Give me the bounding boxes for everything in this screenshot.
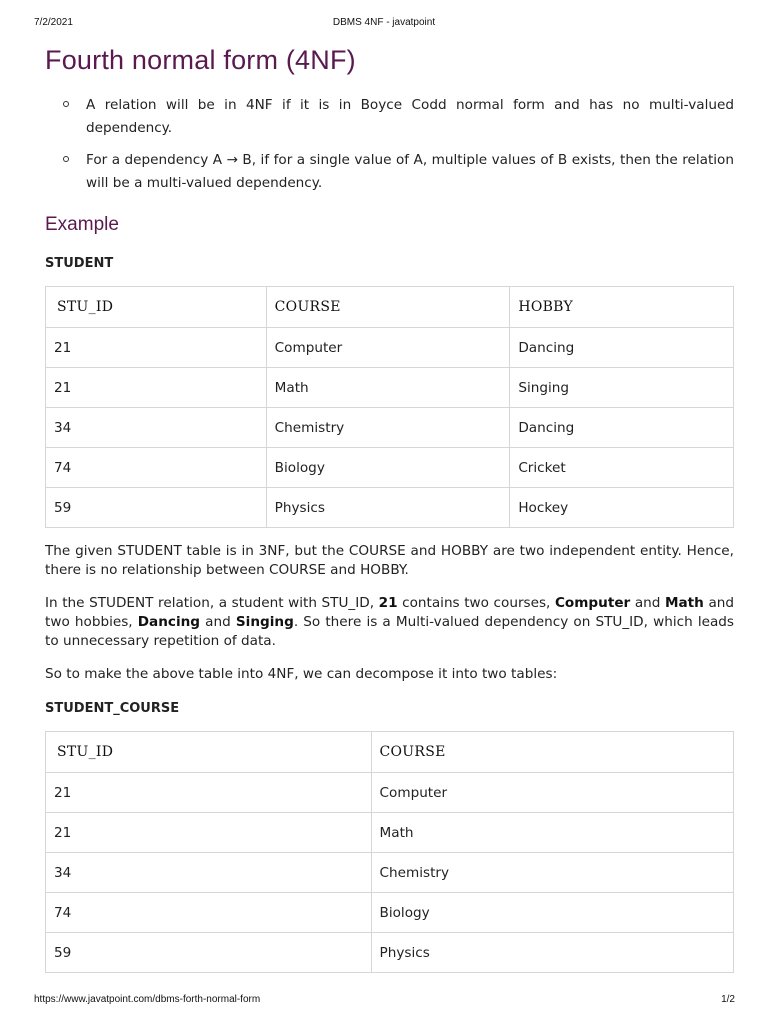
page-title: Fourth normal form (4NF) [45, 45, 356, 75]
table-row [46, 933, 734, 973]
table-row [46, 853, 734, 893]
cell-stu-id: 21 [46, 328, 267, 368]
cell-hobby: Cricket [510, 448, 734, 488]
cell-course: Math [266, 368, 510, 408]
cell-course: Math [371, 813, 733, 853]
cell-course: Biology [371, 893, 733, 933]
decompose-paragraph: So to make the above table into 4NF, we can decompose it into two tables: [45, 666, 558, 682]
table-row [46, 773, 734, 813]
page-url: https://www.javatpoint.com/dbms-forth-normal-form [34, 994, 261, 1005]
cell-course: Physics [266, 488, 510, 528]
table-row [46, 893, 734, 933]
cell-course: Chemistry [266, 408, 510, 448]
text-run: contains two courses, [397, 595, 555, 611]
definition-list [45, 94, 734, 195]
print-footer [0, 994, 768, 1008]
cell-hobby: Singing [510, 368, 734, 408]
cell-hobby: Hockey [510, 488, 734, 528]
cell-stu-id: 34 [46, 853, 372, 893]
article-content [45, 38, 734, 973]
cell-stu-id: 74 [46, 448, 267, 488]
multivalued-paragraph [45, 594, 734, 651]
column-header-course: COURSE [266, 287, 510, 328]
text-run: In the STUDENT relation, a student with STU_ID, [45, 595, 379, 611]
definition-item [45, 149, 734, 195]
cell-stu-id: 21 [46, 773, 372, 813]
bold-stu-id: 21 [378, 595, 398, 611]
table-row [46, 408, 734, 448]
cell-stu-id: 21 [46, 813, 372, 853]
cell-hobby: Dancing [510, 328, 734, 368]
student-course-table-label: STUDENT_COURSE [45, 701, 180, 716]
table-row [46, 368, 734, 408]
cell-stu-id: 59 [46, 488, 267, 528]
student-table-label: STUDENT [45, 256, 114, 271]
example-heading: Example [45, 214, 119, 235]
cell-stu-id: 59 [46, 933, 372, 973]
explanation-paragraph: The given STUDENT table is in 3NF, but the COURSE and HOBBY are two independent entity. Hence, there is no relationship between COURSE and HOBBY. [45, 543, 734, 578]
student-course-table [45, 731, 734, 973]
bold-hobby-dancing: Dancing [137, 614, 201, 630]
column-header-stu-id: STU_ID [46, 732, 372, 773]
column-header-stu-id: STU_ID [46, 287, 267, 328]
text-run: and [630, 595, 665, 611]
table-row [46, 448, 734, 488]
table-header-row [46, 732, 734, 773]
text-run: and [200, 614, 236, 630]
cell-stu-id: 34 [46, 408, 267, 448]
circle-bullet-icon [63, 156, 69, 162]
table-row [46, 488, 734, 528]
text-run: . So there is a Multi-valued dependency on STU_ID, which leads to unnecessary repetition of data. [45, 614, 734, 649]
cell-hobby: Dancing [510, 408, 734, 448]
bold-course-math: Math [664, 595, 704, 611]
print-page-title: DBMS 4NF - javatpoint [332, 17, 436, 28]
cell-stu-id: 74 [46, 893, 372, 933]
cell-stu-id: 21 [46, 368, 267, 408]
bold-course-computer: Computer [554, 595, 631, 611]
definition-text: For a dependency A → B, if for a single value of A, multiple values of B exists, then the relation will be a multi-valued dependency. [86, 152, 734, 191]
cell-course: Chemistry [371, 853, 733, 893]
cell-course: Physics [371, 933, 733, 973]
table-row [46, 328, 734, 368]
print-header [0, 17, 768, 31]
bold-hobby-singing: Singing [235, 614, 294, 630]
table-row [46, 813, 734, 853]
definition-text: A relation will be in 4NF if it is in Boyce Codd normal form and has no multi-valued dependency. [86, 97, 734, 136]
page-number: 1/2 [721, 994, 735, 1005]
student-table [45, 286, 734, 528]
definition-item [45, 94, 734, 140]
column-header-course: COURSE [371, 732, 733, 773]
circle-bullet-icon [63, 101, 69, 107]
cell-course: Computer [371, 773, 733, 813]
cell-course: Computer [266, 328, 510, 368]
cell-course: Biology [266, 448, 510, 488]
text-run: and two hobbies, [45, 595, 735, 630]
table-header-row [46, 287, 734, 328]
print-date: 7/2/2021 [34, 17, 73, 28]
column-header-hobby: HOBBY [510, 287, 734, 328]
